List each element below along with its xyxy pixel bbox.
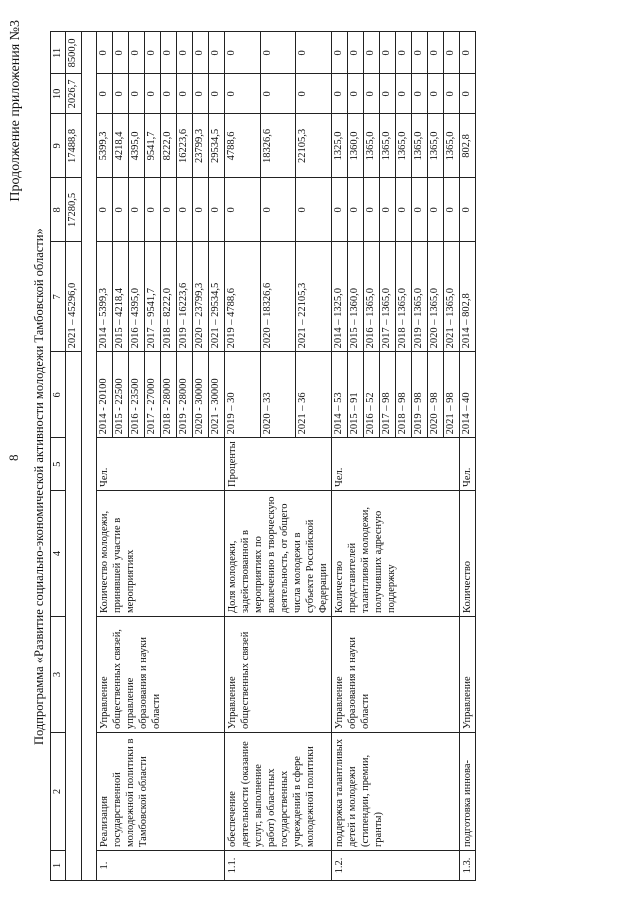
regional-budget: 1365,0 [380,114,396,178]
funding-by-year: 2016 – 1365,0 [364,242,380,352]
federal-budget: 0 [412,178,428,242]
total-offbudget: 8500,0 [66,32,82,74]
item-indicator: Количество [460,491,476,617]
regional-budget: 802,8 [460,114,476,178]
local-budget: 0 [260,74,296,114]
column-number: 3 [51,617,66,733]
federal-budget: 0 [460,178,476,242]
federal-budget: 0 [113,178,129,242]
federal-budget: 0 [260,178,296,242]
item-number: 1.2. [332,851,460,881]
item-unit: Чел. [460,438,476,491]
local-budget: 0 [225,74,261,114]
regional-budget: 16223,6 [177,114,193,178]
item-name: Реализация государственной молодежной политики в Тамбовской области [97,733,225,851]
total-row-blank [66,352,82,881]
target-value: 2019 – 30 [225,352,261,438]
off-budget: 0 [364,32,380,74]
federal-budget: 0 [225,178,261,242]
off-budget: 0 [209,32,225,74]
target-value: 2017 - 27000 [145,352,161,438]
total-funding-by-year: 2021 – 45296,0 [66,242,82,352]
item-unit: Чел. [332,438,460,491]
federal-budget: 0 [161,178,177,242]
regional-budget: 29534,5 [209,114,225,178]
item-unit: Чел. [97,438,225,491]
target-value: 2014 – 53 [332,352,348,438]
funding-by-year: 2014 – 1325,0 [332,242,348,352]
off-budget: 0 [332,32,348,74]
federal-budget: 0 [380,178,396,242]
item-number: 1.3. [460,851,476,881]
item-indicator: Доля молодежи, задействованной в мероприятиях по вовлечению в творческую деятельность, от общего числа молодежи в субъекте Российской Федерации [225,491,332,617]
local-budget: 0 [444,74,460,114]
target-value: 2018 – 98 [396,352,412,438]
table-row [332,32,348,881]
funding-by-year: 2017 – 9541,7 [145,242,161,352]
table-row [97,32,113,881]
funding-by-year: 2021 – 22105,3 [296,242,332,352]
federal-budget: 0 [145,178,161,242]
off-budget: 0 [444,32,460,74]
federal-budget: 0 [396,178,412,242]
federal-budget: 0 [177,178,193,242]
regional-budget: 18326,6 [260,114,296,178]
local-budget: 0 [129,74,145,114]
off-budget: 0 [161,32,177,74]
table-row [225,32,261,881]
target-value: 2019 - 28000 [177,352,193,438]
target-value: 2021 – 36 [296,352,332,438]
off-budget: 0 [296,32,332,74]
program-table [50,31,476,881]
total-regional: 17488,8 [66,114,82,178]
funding-by-year: 2015 – 1360,0 [348,242,364,352]
federal-budget: 0 [193,178,209,242]
funding-by-year: 2017 – 1365,0 [380,242,396,352]
federal-budget: 0 [129,178,145,242]
funding-by-year: 2018 – 1365,0 [396,242,412,352]
regional-budget: 1365,0 [396,114,412,178]
funding-by-year: 2019 – 1365,0 [412,242,428,352]
off-budget: 0 [380,32,396,74]
funding-by-year: 2020 – 1365,0 [428,242,444,352]
target-value: 2014 – 40 [460,352,476,438]
funding-by-year: 2020 – 18326,6 [260,242,296,352]
regional-budget: 1365,0 [412,114,428,178]
local-budget: 0 [296,74,332,114]
item-number: 1. [97,851,225,881]
off-budget: 0 [348,32,364,74]
funding-by-year: 2014 – 802,8 [460,242,476,352]
item-indicator: Количество представителей талантливой молодежи, получивших адресную поддержку [332,491,460,617]
regional-budget: 1365,0 [444,114,460,178]
target-value: 2019 – 98 [412,352,428,438]
funding-by-year: 2021 – 29534,5 [209,242,225,352]
local-budget: 0 [97,74,113,114]
item-executor: Управление [460,617,476,733]
item-executor: Управление образования и науки области [332,617,460,733]
local-budget: 0 [113,74,129,114]
item-indicator: Количество молодежи, принявшей участие в мероприятиях [97,491,225,617]
page-number: 8 [6,454,21,461]
target-value: 2021 - 30000 [209,352,225,438]
regional-budget: 8222,0 [161,114,177,178]
federal-budget: 0 [428,178,444,242]
separator-cell [82,32,97,881]
local-budget: 0 [364,74,380,114]
target-value: 2020 – 98 [428,352,444,438]
regional-budget: 1365,0 [364,114,380,178]
local-budget: 0 [348,74,364,114]
regional-budget: 4218,4 [113,114,129,178]
federal-budget: 0 [209,178,225,242]
item-executor: Управление общественных связей [225,617,332,733]
funding-by-year: 2019 – 16223,6 [177,242,193,352]
off-budget: 0 [460,32,476,74]
target-value: 2021 – 98 [444,352,460,438]
regional-budget: 23799,3 [193,114,209,178]
funding-by-year: 2021 – 1365,0 [444,242,460,352]
regional-budget: 1365,0 [428,114,444,178]
total-federal: 17280,5 [66,178,82,242]
regional-budget: 9541,7 [145,114,161,178]
target-value: 2016 – 52 [364,352,380,438]
off-budget: 0 [129,32,145,74]
off-budget: 0 [225,32,261,74]
local-budget: 0 [428,74,444,114]
column-number: 11 [51,32,66,74]
funding-by-year: 2014 – 5399,3 [97,242,113,352]
table-row [460,32,476,881]
target-value: 2016 - 23500 [129,352,145,438]
target-value: 2014 - 20100 [97,352,113,438]
off-budget: 0 [97,32,113,74]
appendix-title: Продолжение приложения №3 [8,20,23,202]
subprogram-separator-row [82,32,97,881]
federal-budget: 0 [364,178,380,242]
column-number: 2 [51,733,66,851]
local-budget: 0 [332,74,348,114]
subprogram-title: Подпрограмма «Развитие социально-экономической активности молодежи Тамбовской области» [32,228,46,745]
local-budget: 0 [380,74,396,114]
regional-budget: 4788,6 [225,114,261,178]
target-value: 2015 – 91 [348,352,364,438]
off-budget: 0 [193,32,209,74]
off-budget: 0 [260,32,296,74]
funding-by-year: 2015 – 4218,4 [113,242,129,352]
regional-budget: 22105,3 [296,114,332,178]
target-value: 2015 - 22500 [113,352,129,438]
local-budget: 0 [209,74,225,114]
off-budget: 0 [177,32,193,74]
local-budget: 0 [396,74,412,114]
column-number: 1 [51,851,66,881]
target-value: 2017 – 98 [380,352,396,438]
item-executor: Управление общественных связей, управление образования и науки области [97,617,225,733]
column-number: 5 [51,438,66,491]
local-budget: 0 [412,74,428,114]
funding-by-year: 2019 – 4788,6 [225,242,261,352]
column-number-row [51,32,66,881]
item-name: подготовка иннова- [460,733,476,851]
regional-budget: 1360,0 [348,114,364,178]
target-value: 2020 – 33 [260,352,296,438]
federal-budget: 0 [97,178,113,242]
funding-by-year: 2020 – 23799,3 [193,242,209,352]
regional-budget: 5399,3 [97,114,113,178]
off-budget: 0 [396,32,412,74]
funding-by-year: 2018 – 8222,0 [161,242,177,352]
regional-budget: 4395,0 [129,114,145,178]
column-number: 4 [51,491,66,617]
item-number: 1.1. [225,851,332,881]
federal-budget: 0 [444,178,460,242]
total-row [66,32,82,881]
off-budget: 0 [145,32,161,74]
column-number: 9 [51,114,66,178]
item-name: поддержка талантливых детей и молодежи (стипендии, премии, гранты) [332,733,460,851]
local-budget: 0 [145,74,161,114]
local-budget: 0 [460,74,476,114]
total-local: 2026,7 [66,74,82,114]
column-number: 8 [51,178,66,242]
column-number: 7 [51,242,66,352]
federal-budget: 0 [348,178,364,242]
federal-budget: 0 [296,178,332,242]
item-unit: Проценты [225,438,332,491]
target-value: 2018 - 28000 [161,352,177,438]
off-budget: 0 [412,32,428,74]
regional-budget: 1325,0 [332,114,348,178]
federal-budget: 0 [332,178,348,242]
target-value: 2020 - 30000 [193,352,209,438]
off-budget: 0 [113,32,129,74]
off-budget: 0 [428,32,444,74]
item-name: обеспечение деятельности (оказание услуг, выполнение работ) областных государственных учреждений в сфере молодежной политики [225,733,332,851]
funding-by-year: 2016 – 4395,0 [129,242,145,352]
local-budget: 0 [177,74,193,114]
local-budget: 0 [193,74,209,114]
column-number: 6 [51,352,66,438]
local-budget: 0 [161,74,177,114]
column-number: 10 [51,74,66,114]
